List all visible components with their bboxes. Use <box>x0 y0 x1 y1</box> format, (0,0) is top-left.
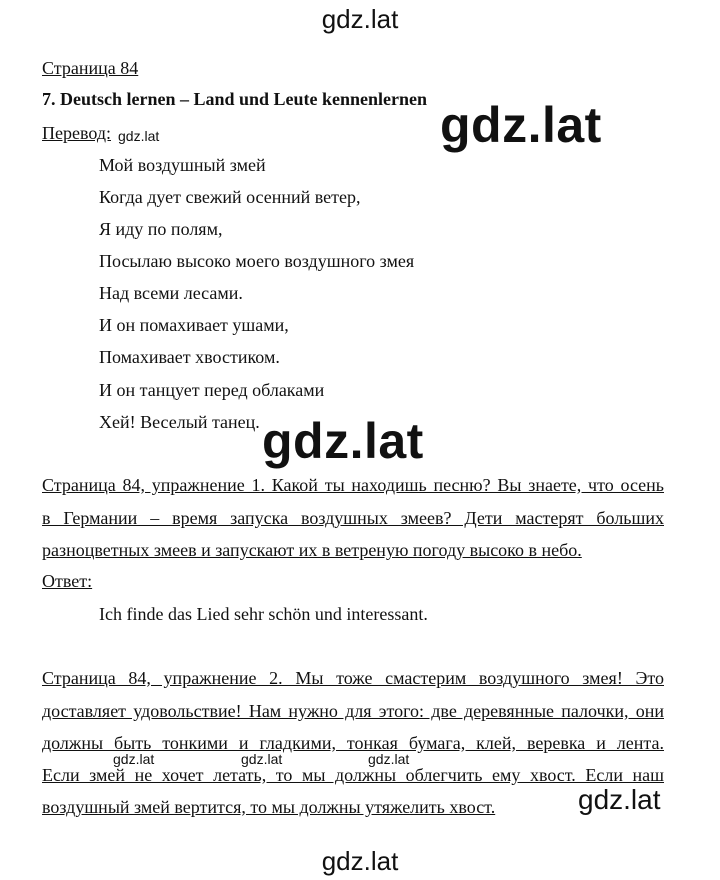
poem-line: Над всеми лесами. <box>99 283 243 303</box>
watermark-bottom: gdz.lat <box>321 846 399 876</box>
exercise-2-line: доставляет удовольствие! Нам нужно для этого: две деревянные палочки, они <box>42 701 664 721</box>
poem-line: Когда дует свежий осенний ветер, <box>99 187 361 207</box>
exercise-2-line: воздушный змей вертится, то мы должны утяжелить хвост. <box>42 797 496 817</box>
exercise-2-line: Если змей не хочет летать, то мы должны облегчить ему хвост. Если наш <box>42 765 664 785</box>
watermark-large-middle: gdz.lat <box>262 413 424 469</box>
watermark-small-3: gdz.lat <box>368 751 410 767</box>
page-label: Страница 84 <box>42 58 139 78</box>
watermark-top: gdz.lat <box>321 4 399 34</box>
watermark-right: gdz.lat <box>578 784 661 815</box>
answer-label: Ответ: <box>42 571 93 591</box>
poem-line: Посылаю высоко моего воздушного змея <box>99 251 415 271</box>
section-title: 7. Deutsch lernen – Land und Leute kennenlernen <box>42 89 428 109</box>
poem-line: Помахивает хвостиком. <box>99 347 280 367</box>
exercise-1-line: разноцветных змеев и запускают их в ветреную погоду высоко в небо. <box>42 540 582 560</box>
exercise-1-line: в Германии – время запуска воздушных змеев? Дети мастерят больших <box>42 508 664 528</box>
translation-label: Перевод: <box>42 123 111 143</box>
poem-line: И он помахивает ушами, <box>99 315 289 335</box>
exercise-2-line: Страница 84, упражнение 2. Мы тоже смастерим воздушного змея! Это <box>42 668 664 688</box>
exercise-2-line: должны быть тонкими и гладкими, тонкая бумага, клей, веревка и лента. <box>42 733 664 753</box>
watermark-small-1: gdz.lat <box>113 751 155 767</box>
answer-text: Ich finde das Lied sehr schön und interessant. <box>99 604 428 624</box>
exercise-1-line: Страница 84, упражнение 1. Какой ты находишь песню? Вы знаете, что осень <box>42 475 664 495</box>
poem-line: Я иду по полям, <box>99 219 223 239</box>
watermark-large-upper: gdz.lat <box>440 97 602 153</box>
poem-line: И он танцует перед облаками <box>99 380 325 400</box>
poem-line: Мой воздушный змей <box>99 155 266 175</box>
watermark-small-label: gdz.lat <box>118 128 160 144</box>
poem-line: Хей! Веселый танец. <box>99 412 260 432</box>
watermark-small-2: gdz.lat <box>241 751 283 767</box>
